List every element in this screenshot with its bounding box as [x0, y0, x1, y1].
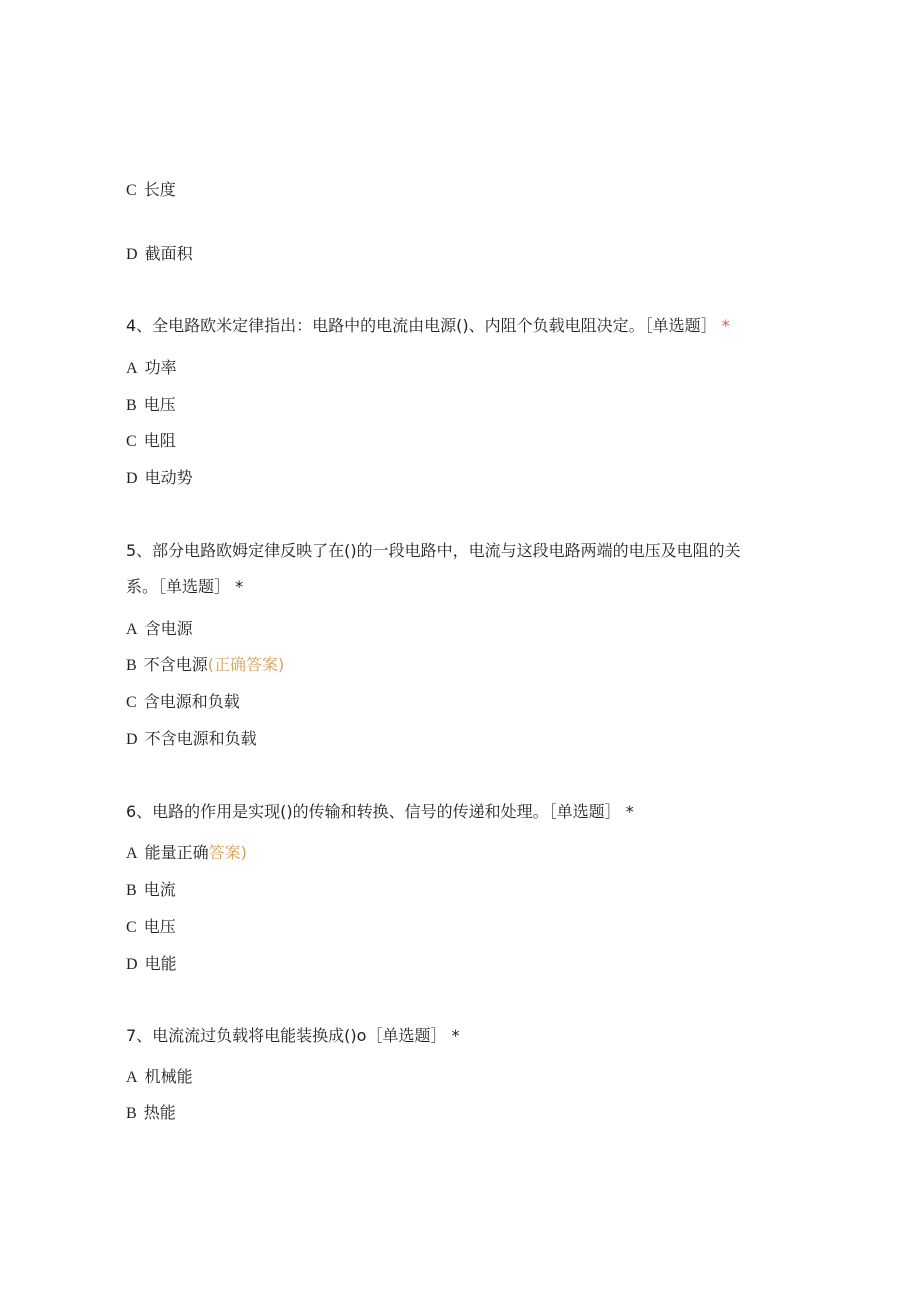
question-4-option-b — [126, 395, 176, 416]
option-letter: C — [126, 182, 137, 199]
correct-answer-mark: 答案) — [208, 843, 247, 862]
option-letter: B — [126, 1105, 137, 1122]
option-text: 热能 — [143, 1103, 176, 1122]
option-text: 能量正确 — [144, 843, 209, 862]
question-6-option-a — [126, 843, 247, 864]
option-letter: D — [126, 246, 138, 263]
question-6-option-c — [126, 917, 176, 938]
question-7-title — [126, 1026, 460, 1046]
question-4-option-c — [126, 431, 176, 452]
option-c-length — [126, 180, 176, 201]
option-letter: B — [126, 657, 137, 674]
question-5-option-c — [126, 692, 240, 713]
option-text: 不含电源 — [143, 655, 208, 674]
option-text: 电压 — [143, 395, 176, 414]
option-text: 电压 — [143, 917, 176, 936]
option-letter: C — [126, 919, 137, 936]
question-text-continued: 系。［单选题］ — [126, 577, 231, 596]
question-4-title — [126, 316, 730, 336]
required-star: * — [235, 577, 244, 596]
option-letter: A — [126, 845, 138, 862]
option-letter: D — [126, 470, 138, 487]
question-4-option-a — [126, 358, 177, 379]
question-6-option-b — [126, 880, 176, 901]
option-letter: B — [126, 882, 137, 899]
option-letter: D — [126, 731, 138, 748]
option-text: 电能 — [144, 954, 177, 973]
option-text: 功率 — [144, 358, 177, 377]
option-letter: A — [126, 1069, 138, 1086]
option-letter: D — [126, 956, 138, 973]
question-5-title-line1 — [126, 541, 741, 561]
required-star: * — [721, 316, 730, 335]
option-text: 含电源 — [144, 619, 193, 638]
option-text: 机械能 — [144, 1067, 193, 1086]
option-text: 电阻 — [143, 431, 176, 450]
option-letter: B — [126, 397, 137, 414]
option-text: 电动势 — [144, 468, 193, 487]
option-letter: A — [126, 621, 138, 638]
option-letter: C — [126, 694, 137, 711]
question-6-option-d — [126, 954, 177, 975]
option-text: 截面积 — [144, 244, 193, 263]
correct-answer-mark: (正确答案) — [207, 655, 285, 674]
required-star: * — [625, 802, 634, 821]
option-text: 含电源和负载 — [143, 692, 240, 711]
question-text: 6、电路的作用是实现()的传输和转换、信号的传递和处理。［单选题］ — [126, 802, 621, 821]
option-text: 电流 — [143, 880, 176, 899]
option-text: 不含电源和负载 — [144, 729, 257, 748]
question-4-option-d — [126, 468, 193, 489]
option-letter: C — [126, 433, 137, 450]
question-5-title-line2 — [126, 577, 243, 597]
question-text: 4、全电路欧米定律指出：电路中的电流由电源()、内阻个负载电阻决定。［单选题］ — [126, 316, 717, 335]
question-text: 7、电流流过负载将电能装换成()o［单选题］ — [126, 1026, 447, 1045]
option-text: 长度 — [143, 180, 176, 199]
question-5-option-b — [126, 655, 284, 676]
required-star: * — [451, 1026, 460, 1045]
question-6-title — [126, 802, 634, 822]
option-d-cross-section — [126, 244, 193, 265]
question-5-option-a — [126, 619, 193, 640]
question-5-option-d — [126, 729, 257, 750]
question-7-option-a — [126, 1067, 193, 1088]
question-text: 5、部分电路欧姆定律反映了在()的一段电路中，电流与这段电路两端的电压及电阻的关 — [126, 541, 741, 560]
option-letter: A — [126, 360, 138, 377]
question-7-option-b — [126, 1103, 176, 1124]
